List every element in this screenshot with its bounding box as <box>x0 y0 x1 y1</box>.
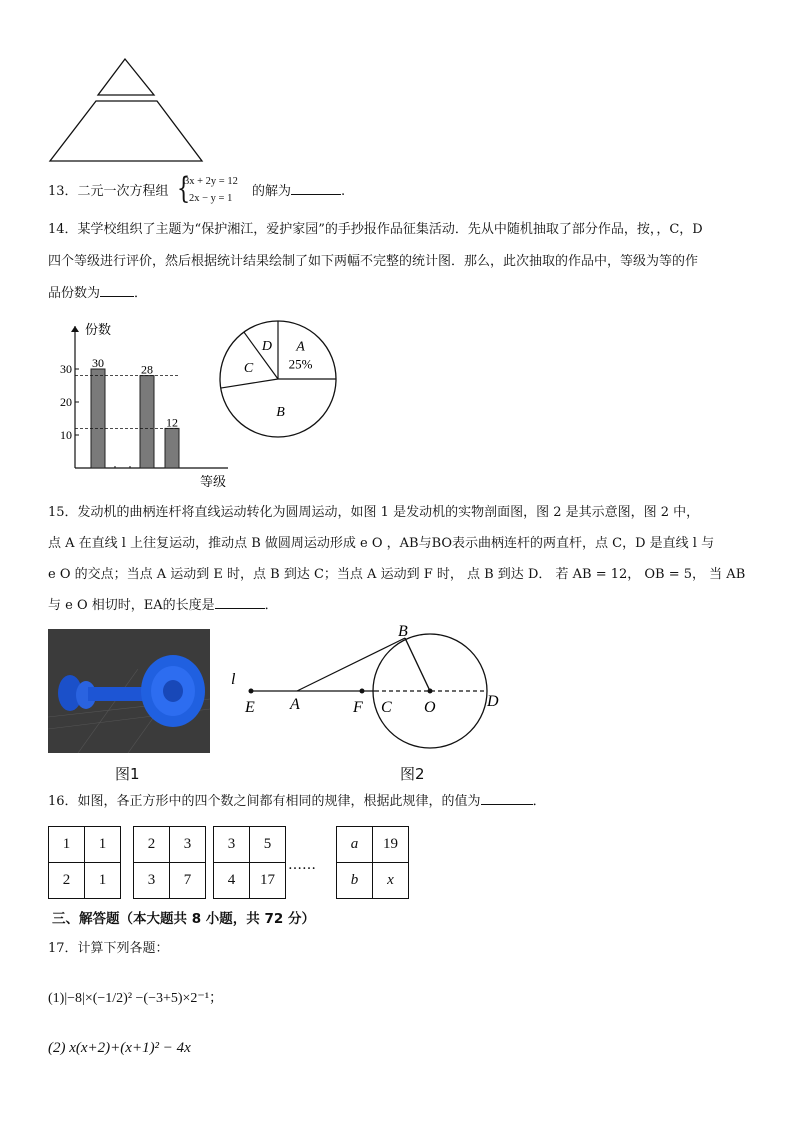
bar-data-label: 12 <box>166 415 178 430</box>
question-15-line4 <box>48 599 278 612</box>
q13-eq2: 2x − y = 1 <box>189 192 233 204</box>
bar <box>165 428 179 468</box>
pie-slice-label: B <box>276 404 285 420</box>
number-square-1 <box>48 826 121 899</box>
q14-end: ． <box>134 286 148 301</box>
fig2-caption: 图2 <box>400 765 425 783</box>
bar <box>140 376 154 468</box>
q17-number: 17． <box>48 941 78 956</box>
square2-top-left: 2 <box>134 827 170 863</box>
y-tick-label: 30 <box>60 362 72 376</box>
trapezoid <box>50 101 202 161</box>
square1-top-left: 1 <box>49 827 85 863</box>
question-15-line2: 点 A 在直线 l 上往复运动，推动点 B 做圆周运动形成 e O ，AB与BO表示曲柄连杆的两直杆，点 C，D 是直线 l 与 <box>48 536 715 551</box>
question-14-line3 <box>48 287 147 300</box>
pie-chart-marks <box>220 321 336 437</box>
square3-bottom-left: 4 <box>214 863 250 899</box>
label-e: E <box>245 699 255 716</box>
q16-ellipsis: …… <box>288 857 316 873</box>
question-13 <box>48 185 169 198</box>
label-o: O <box>424 699 436 716</box>
fig1-caption: 图1 <box>115 765 140 783</box>
square2-bottom-left: 3 <box>134 863 170 899</box>
question-14-line2: 四个等级进行评价，然后根据统计结果绘制了如下两幅不完整的统计图．那么，此次抽取的作品中，等级为等的作 <box>48 254 699 269</box>
q15-line1: 发动机的曲柄连杆将直线运动转化为圆周运动，如图 1 是发动机的实物剖面图，图 2 是其示意图，图 2 中， <box>77 505 700 520</box>
q16-answer-blank <box>481 804 533 805</box>
label-b: B <box>398 623 408 640</box>
q13-answer-blank <box>291 194 341 195</box>
y-axis-arrow <box>71 326 79 332</box>
square3-top-left: 3 <box>214 827 250 863</box>
y-tick-label: 20 <box>60 395 72 409</box>
q17-text: 计算下列各题： <box>77 941 169 956</box>
q13-system <box>184 174 238 208</box>
number-square-2 <box>133 826 206 899</box>
section-3-title: 三、解答题（本大题共 8 小题，共 72 分） <box>52 911 315 927</box>
bar-chart <box>50 318 235 493</box>
label-a: A <box>290 696 300 713</box>
number-square-3 <box>213 826 286 899</box>
square1-top-right: 1 <box>85 827 121 863</box>
bar-data-label: 28 <box>141 362 153 377</box>
label-c: C <box>381 699 392 716</box>
square3-bottom-right: 17 <box>250 863 286 899</box>
engine-photo <box>48 629 210 753</box>
square4-bottom-left: b <box>337 863 373 899</box>
point-f <box>360 689 365 694</box>
q16-number: 16． <box>48 794 78 809</box>
pie-slice-label: D <box>261 338 272 354</box>
q14-answer-blank <box>100 296 134 297</box>
bar-chart-marks <box>75 356 180 468</box>
q14-line3: 品份数为 <box>48 286 101 301</box>
q13-eq1: 3x + 2y = 12 <box>184 176 238 187</box>
square1-bottom-left: 2 <box>49 863 85 899</box>
question-17 <box>48 942 169 955</box>
q13-text-before: 二元一次方程组 <box>77 184 169 199</box>
square4-bottom-right: x <box>373 863 409 899</box>
q14-line1: 某学校组织了主题为“保护湘江，爱护家园”的手抄报作品征集活动．先从中随机抽取了部分作品，按，，C，D <box>77 222 703 237</box>
q16-end: ． <box>532 794 546 809</box>
bar <box>91 369 105 468</box>
square2-bottom-right: 7 <box>170 863 206 899</box>
q17-part2: (2) x(x+2)+(x+1)² − 4x <box>48 1040 191 1056</box>
crank-diagram <box>225 620 515 760</box>
square1-bottom-right: 1 <box>85 863 121 899</box>
point-e <box>249 689 254 694</box>
y-axis-label: 份数 <box>85 323 112 338</box>
square3-top-right: 5 <box>250 827 286 863</box>
label-f: F <box>353 699 363 716</box>
point-o <box>428 689 433 694</box>
q16-text: 如图，各正方形中的四个数之间都有相同的规律，根据此规律，的值为 <box>77 794 481 809</box>
question-14-line1 <box>48 223 703 236</box>
q15-line4: 与 e O 相切时，EA的长度是 <box>48 598 215 613</box>
square4-top-right: 19 <box>373 827 409 863</box>
question-16 <box>48 795 546 808</box>
rod-bo <box>405 638 430 691</box>
number-square-4 <box>336 826 409 899</box>
q15-answer-blank <box>215 608 265 609</box>
pie-slice-label: C <box>243 360 254 376</box>
question-15-line3: e O 的交点；当点 A 运动到 E 时，点 B 到达 C；当点 A 运动到 F 时， 点 B 到达 D． 若 AB = 12， OB = 5， 当 AB <box>48 567 746 582</box>
bar-data-label: 30 <box>92 356 104 370</box>
q13-tail <box>252 185 345 198</box>
q13-brace: { <box>176 171 191 206</box>
y-tick-label: 10 <box>60 428 72 442</box>
square2-top-right: 3 <box>170 827 206 863</box>
q13-text-after: 的解为 <box>252 184 292 199</box>
square4-top-left: a <box>337 827 373 863</box>
rod-ab <box>297 638 405 691</box>
q17-part1: (1)|−8|×(−1/2)² −(−3+5)×2⁻¹； <box>48 991 224 1006</box>
q13-number: 13． <box>48 184 78 199</box>
q13-end: . <box>341 184 346 199</box>
q15-number: 15． <box>48 505 78 520</box>
x-axis-label: 等级 <box>200 475 227 490</box>
pie-slice-label: A <box>296 339 305 355</box>
triangle-figure <box>45 55 210 165</box>
pie-slice-divider <box>221 379 278 388</box>
engine-photo-drawing <box>48 629 210 753</box>
q14-number: 14． <box>48 222 78 237</box>
small-triangle <box>98 59 154 95</box>
label-d: D <box>487 693 499 710</box>
question-15-line1 <box>48 506 699 519</box>
q15-end: ． <box>264 598 278 613</box>
label-l: l <box>231 671 236 688</box>
pie-slice-percent: 25% <box>288 356 313 372</box>
pie-chart <box>215 305 345 453</box>
